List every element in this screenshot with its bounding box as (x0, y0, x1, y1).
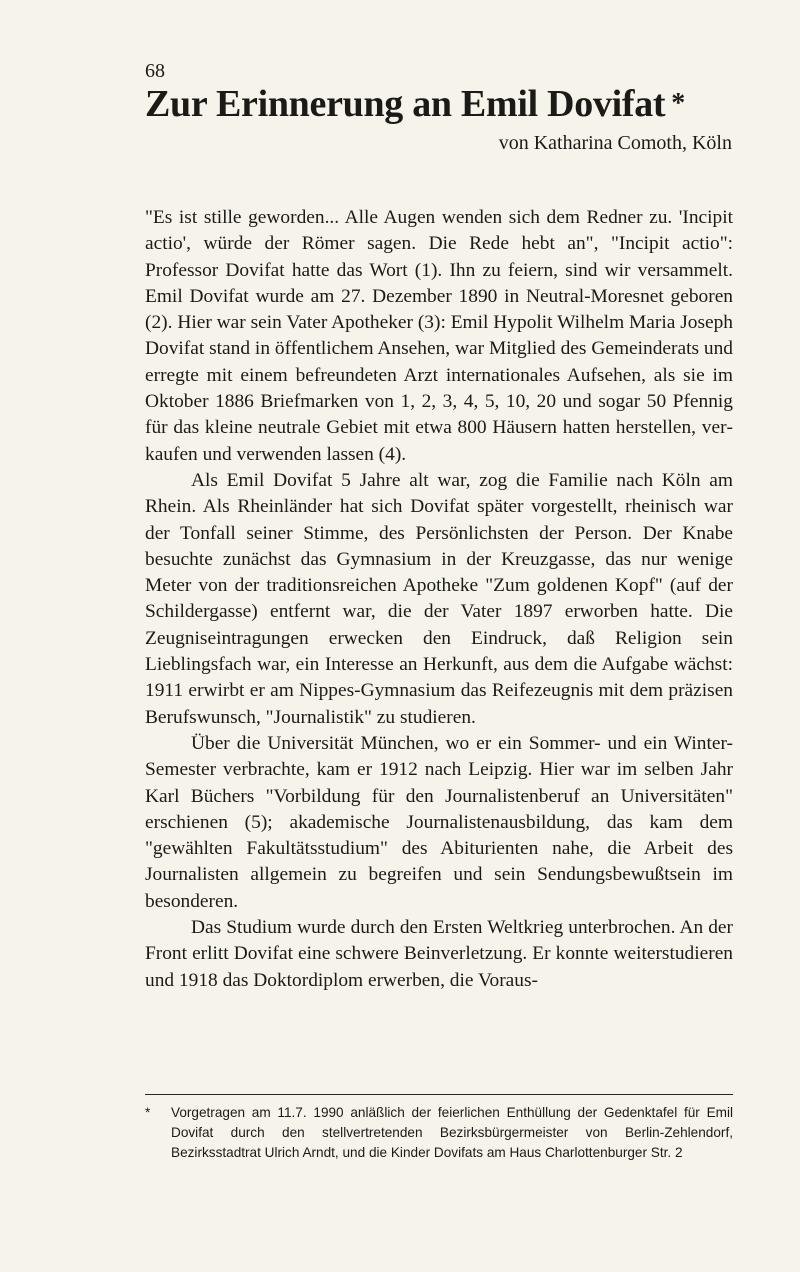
paragraph-3: Über die Universität München, wo er ein Sommer- und ein Winter-Semester verbrachte, kam er 1912 nach Leipzig. Hier war im selben Jahr Karl Büchers "Vorbildung für den Journalistenberuf an Universitäten" erschienen (5); akademische Journalistenausbildung, das kam dem "gewählten Fakultätsstudium" des Abiturienten nahe, die Arbeit des Journalisten allgemein zu begreifen und sein Sendungsbewußtsein im besonderen. (145, 732, 733, 912)
footnote-text: Vorgetragen am 11.7. 1990 anläßlich der feierlichen Enthüllung der Gedenktafel für Emil Dovifat durch den stellvertretenden Bezirksbürgermeister von Berlin-Zehlendorf, Bezirksstadtrat Ulrich Arndt, und die Kinder Dovifats am Haus Charlottenburger Str. 2 (171, 1105, 733, 1160)
article-title-text: Zur Erinnerung an Emil Dovifat (145, 83, 666, 125)
paragraph-2: Als Emil Dovifat 5 Jahre alt war, zog die Familie nach Köln am Rhein. Als Rheinländer hat sich Dovifat später vorgestellt, rheinisch war der Tonfall seiner Stimme, des Persönlichsten der Person. Der Knabe besuchte zunächst das Gymnasium in der Kreuzgasse, das nur wenige Meter von der traditionsreichen Apotheke "Zum goldenen Kopf" (auf der Schildergasse) entfernt war, die der Vater 1897 erworben hatte. Die Zeugniseintragungen erwecken den Eindruck, daß Religion sein Lieblingsfach war, ein Interesse an Herkunft, aus dem die Aufgabe wächst: 1911 erwirbt er am Nippes-Gymnasium das Reifezeugnis mit dem präzisen Berufswunsch, "Journalistik" zu studieren. (145, 469, 733, 728)
article-title (145, 82, 685, 126)
title-footnote-marker: * (671, 88, 685, 119)
paragraph-1: "Es ist stille geworden... Alle Augen wenden sich dem Redner zu. 'Incipit actio', würde der Römer sagen. Die Rede hebt an", "Incipit actio": Professor Dovifat hatte das Wort (1). Ihn zu feiern, sind wir versammelt. Emil Dovifat wurde am 27. Dezember 1890 in Neutral-Moresnet geboren (2). Hier war sein Vater Apotheker (3): Emil Hypolit Wilhelm Maria Joseph Dovifat stand in öffentlichem Ansehen, war Mitglied des Gemeinderats und erregte mit einem befreundeten Arzt internationales Aufsehen, als sie im Oktober 1886 Briefmarken von 1, 2, 3, 4, 5, 10, 20 und sogar 50 Pfennig für das kleine neutrale Gebiet mit etwa 800 Häusern hatten herstellen, verkaufen und verwenden lassen (4). (145, 207, 733, 465)
paragraph-4: Das Studium wurde durch den Ersten Weltkrieg unterbrochen. An der Front erlitt Dovifat eine schwere Beinverletzung. Er konnte weiterstudieren und 1918 das Doktordiplom erwerben, die Voraus- (145, 917, 733, 991)
article-body (145, 205, 733, 994)
footnote-divider (145, 1094, 733, 1095)
page-number: 68 (145, 60, 165, 82)
author-byline: von Katharina Comoth, Köln (498, 132, 732, 154)
footnote-marker: * (145, 1105, 151, 1120)
footnote (145, 1103, 733, 1163)
